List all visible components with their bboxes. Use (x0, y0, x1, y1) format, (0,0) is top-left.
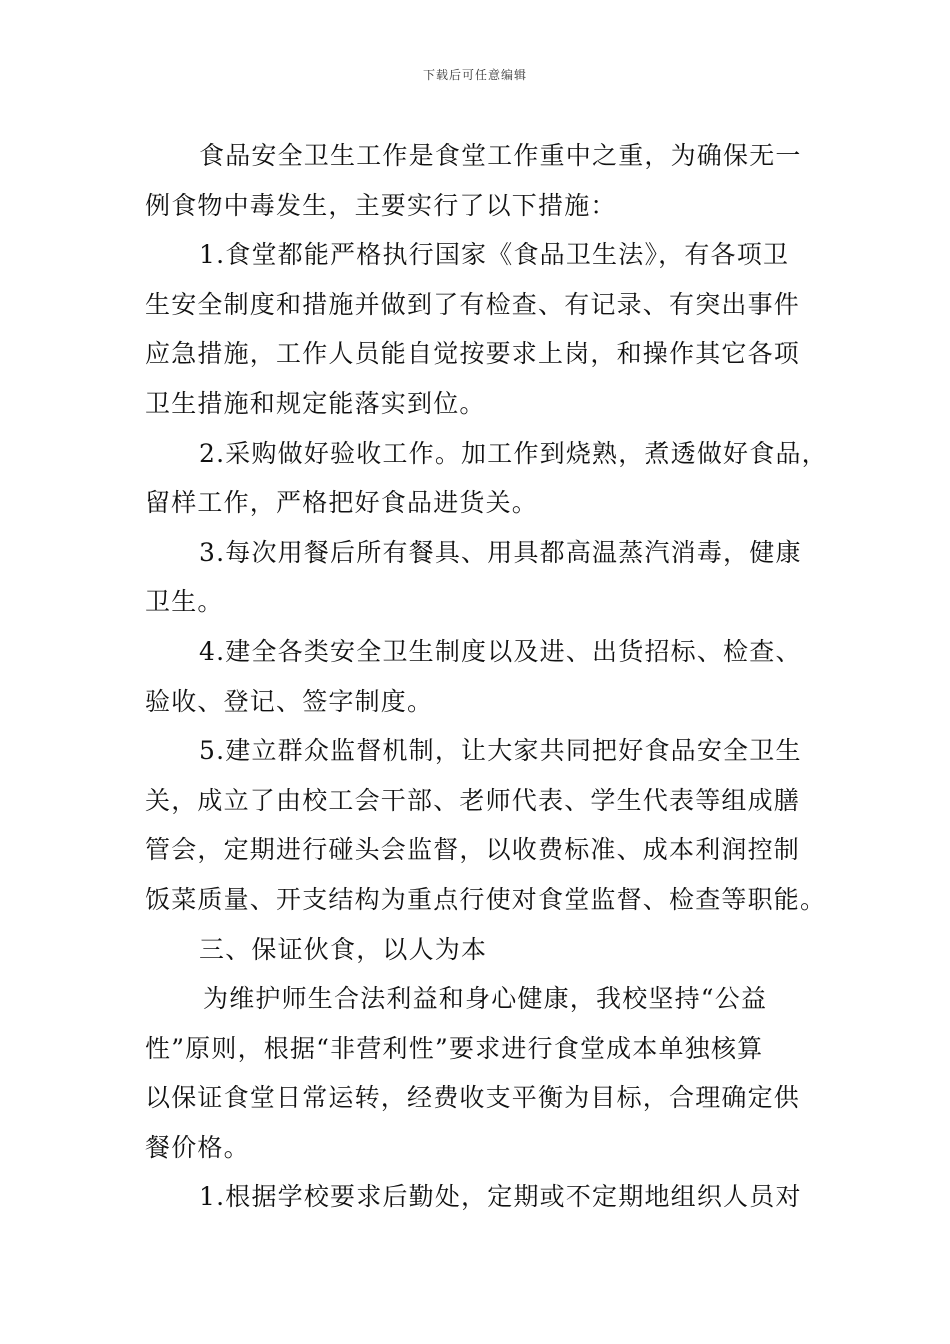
text-line: 关，成立了由校工会干部、老师代表、学生代表等组成膳 (145, 785, 801, 815)
text-line: 验收、登记、签字制度。 (145, 686, 434, 716)
text-line: 管会，定期进行碰头会监督，以收费标准、成本利润控制 (145, 835, 801, 865)
section-heading: 三、保证伙食，以人为本 (199, 934, 488, 964)
text-line: 应急措施，工作人员能自觉按要求上岗，和操作其它各项 (145, 339, 801, 369)
text-line: 1.食堂都能严格执行国家《食品卫生法》，有各项卫 (199, 240, 790, 270)
text-line: 2.采购做好验收工作。加工作到烧熟，煮透做好食品， (199, 438, 828, 468)
page-header-note: 下载后可任意编辑 (422, 68, 527, 82)
text-line: 饭菜质量、开支结构为重点行使对食堂监督、检查等职能。 (145, 884, 827, 914)
text-line: 为维护师生合法利益和身心健康，我校坚持“公益 (203, 984, 768, 1014)
text-line: 留样工作，严格把好食品进货关。 (145, 488, 539, 518)
text-line: 卫生措施和规定能落实到位。 (145, 388, 486, 418)
text-line: 例食物中毒发生，主要实行了以下措施： (145, 190, 617, 220)
text-line: 4.建全各类安全卫生制度以及进、出货招标、检查、 (199, 636, 802, 666)
text-line: 生安全制度和措施并做到了有检查、有记录、有突出事件 (145, 289, 801, 319)
document-body (145, 131, 828, 1222)
text-line: 1.根据学校要求后勤处，定期或不定期地组织人员对 (199, 1182, 802, 1212)
text-line: 性”原则，根据“非营利性”要求进行食堂成本单独核算 (145, 1033, 764, 1063)
text-line: 5.建立群众监督机制，让大家共同把好食品安全卫生 (199, 736, 802, 766)
text-line: 食品安全卫生工作是食堂工作重中之重，为确保无一 (199, 141, 802, 170)
text-line: 卫生。 (145, 587, 224, 617)
text-line: 3.每次用餐后所有餐具、用具都高温蒸汽消毒，健康 (199, 537, 802, 567)
text-line: 以保证食堂日常运转，经费收支平衡为目标，合理确定供 (145, 1083, 801, 1113)
text-line: 餐价格。 (145, 1132, 250, 1162)
